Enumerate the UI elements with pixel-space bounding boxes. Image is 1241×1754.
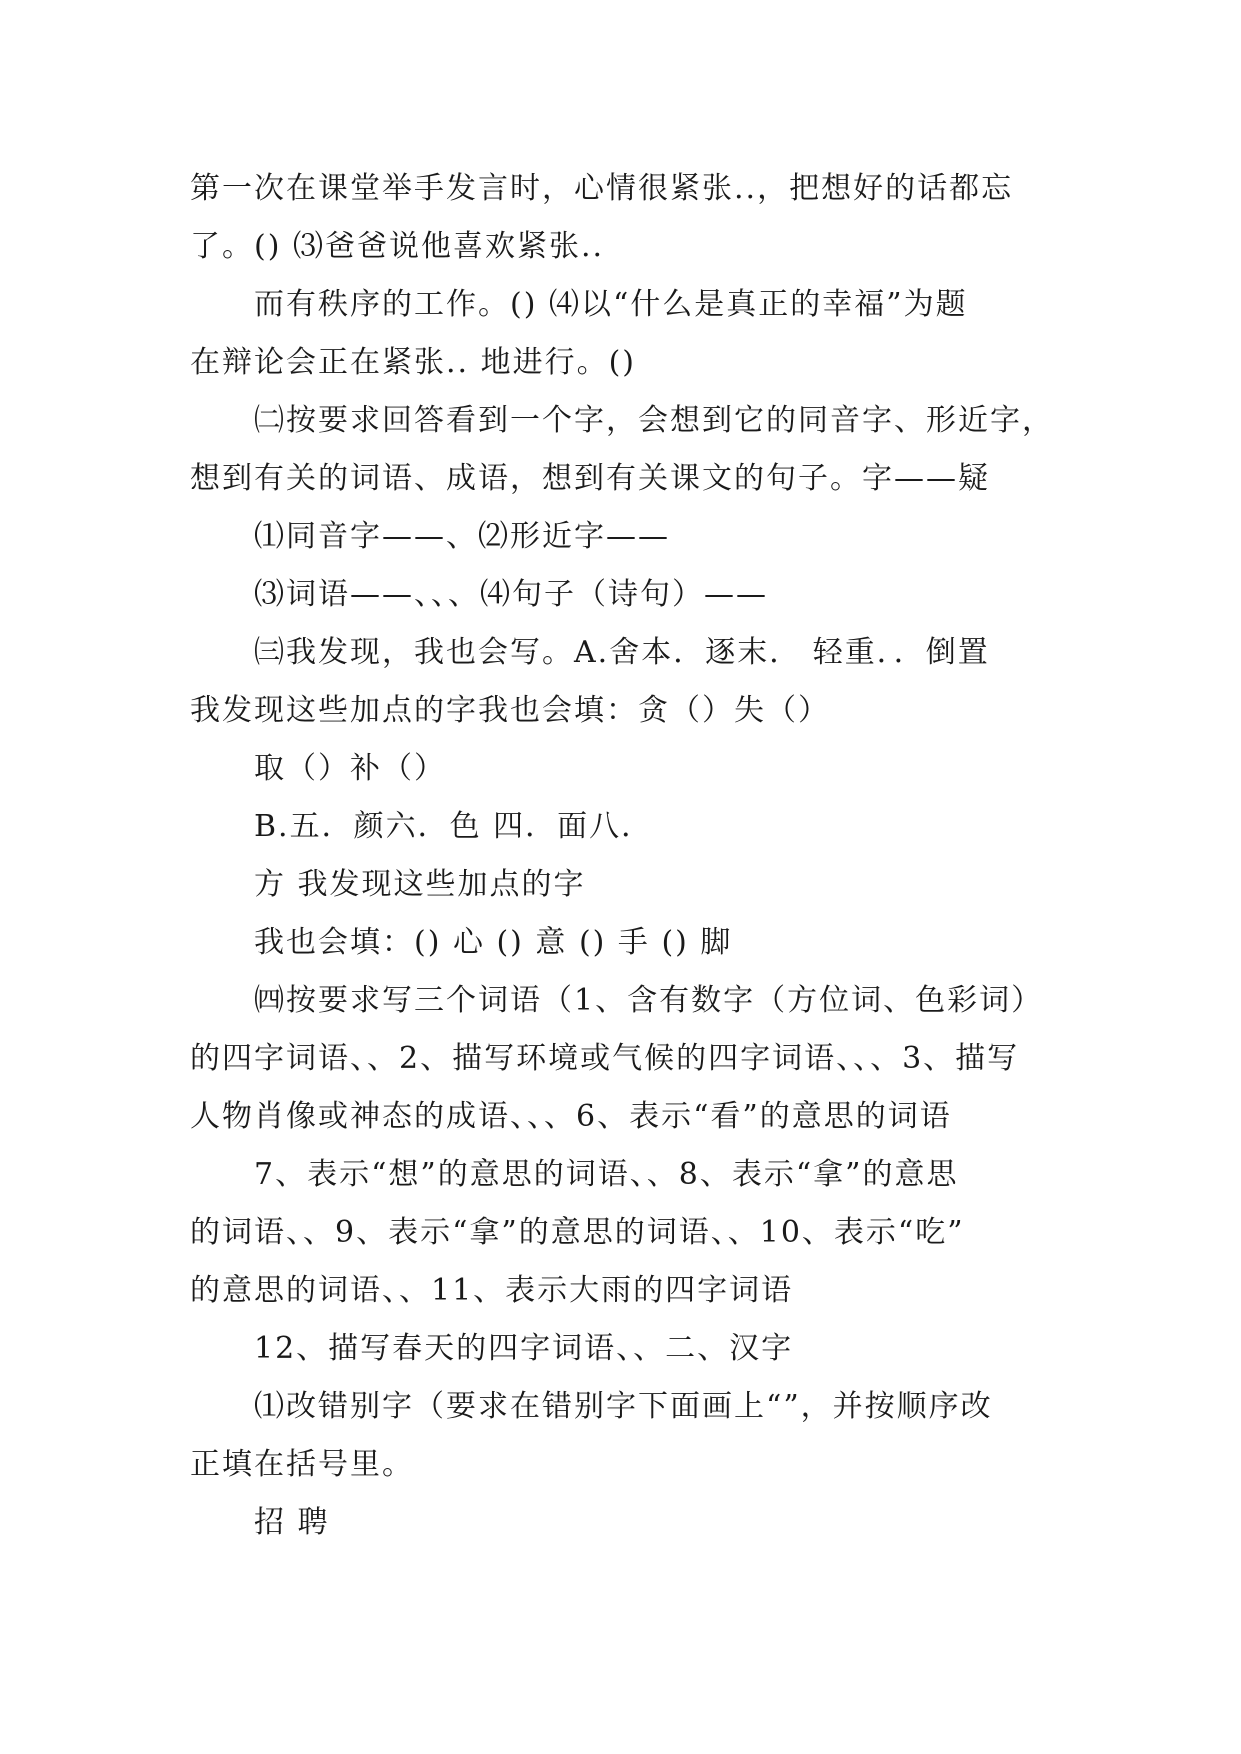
text-line-11: 取（）补（）: [254, 751, 446, 786]
text-line-13: 方 我发现这些加点的字: [254, 867, 586, 902]
document-body: [190, 160, 1070, 1552]
text-line-14: 我也会填：() 心 () 意 () 手 () 脚: [254, 925, 733, 960]
text-line-6: 想到有关的词语、成语，想到有关课文的句子。字——疑: [190, 461, 990, 496]
text-line-15: ㈣按要求写三个词语（1、含有数字（方位词、色彩词）: [254, 983, 1044, 1018]
text-line-16: 的四字词语、、2、描写环境或气候的四字词语、、、3、描写: [190, 1041, 1020, 1076]
text-line-20: 的意思的词语、、11、表示大雨的四字词语: [190, 1273, 794, 1308]
text-line-1: 第一次在课堂举手发言时，心情很紧张..，把想好的话都忘: [190, 171, 1014, 206]
text-line-24: 招 聘: [254, 1505, 330, 1540]
text-line-12: B.五．颜六．色 四．面八．: [254, 809, 654, 844]
text-line-18: 7、表示“想”的意思的词语、、8、表示“拿”的意思: [254, 1157, 959, 1192]
text-line-9: ㈢我发现，我也会写。A.舍本．逐末． 轻重．．倒置: [254, 635, 990, 670]
text-line-3: 而有秩序的工作。() ⑷以“什么是真正的幸福”为题: [254, 287, 968, 322]
text-line-7: ⑴同音字——、⑵形近字——: [254, 519, 670, 554]
text-line-5: ㈡按要求回答看到一个字，会想到它的同音字、形近字，: [254, 403, 1054, 438]
text-line-17: 人物肖像或神态的成语、、、6、表示“看”的意思的词语: [190, 1099, 952, 1134]
text-line-2: 了。() ⑶爸爸说他喜欢紧张..: [190, 229, 605, 264]
text-line-4: 在辩论会正在紧张.. 地进行。(): [190, 345, 637, 380]
text-line-21: 12、描写春天的四字词语、、二、汉字: [254, 1331, 794, 1366]
text-line-19: 的词语、、9、表示“拿”的意思的词语、、10、表示“吃”: [190, 1215, 965, 1250]
text-line-23: 正填在括号里。: [190, 1447, 414, 1482]
text-line-10: 我发现这些加点的字我也会填：贪（）失（）: [190, 693, 830, 728]
text-line-22: ⑴改错别字（要求在错别字下面画上“”，并按顺序改: [254, 1389, 993, 1424]
text-line-8: ⑶词语——、、、⑷句子（诗句）——: [254, 577, 768, 612]
